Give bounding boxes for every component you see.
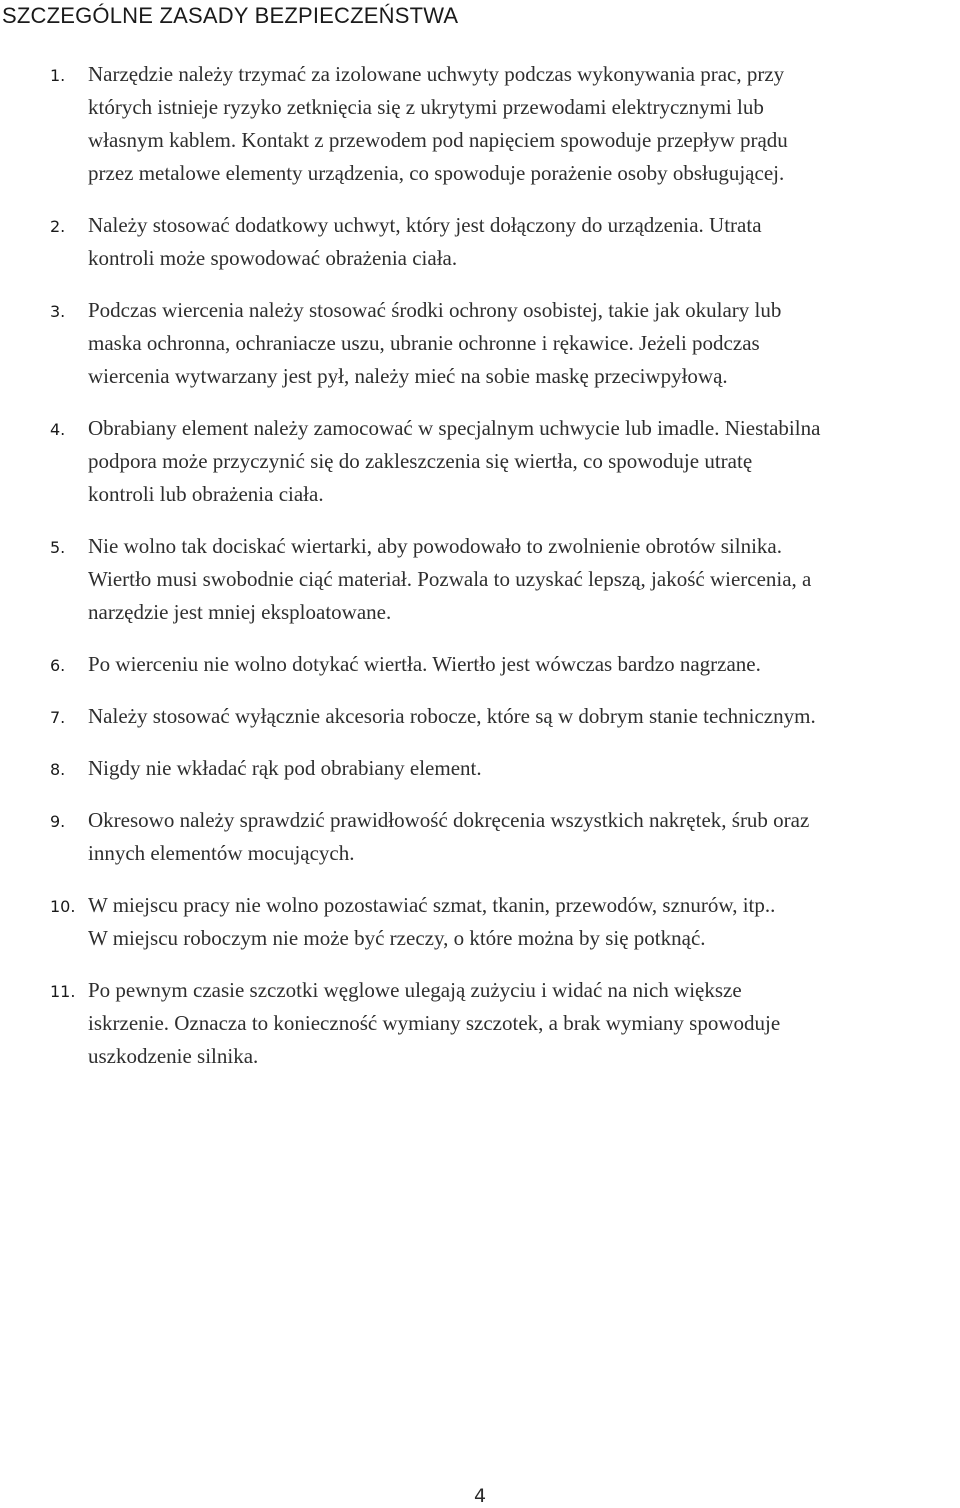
rule-number: 3. (50, 302, 66, 321)
rule-number: 11. (50, 982, 76, 1001)
rule-item-2 (0, 209, 960, 275)
rule-text: Podczas wiercenia należy stosować środki ochrony osobistej, takie jak okulary lub maska ochronna, ochraniacze uszu, ubranie ochronne i rękawice. Jeżeli podczas wiercenia wytwarzany jest pył, należy mieć na sobie maskę przeciwpyłową. (88, 298, 782, 388)
page-number: 4 (473, 1485, 487, 1507)
rule-item-10 (0, 889, 960, 955)
rule-text: Po pewnym czasie szczotki węglowe ulegają zużyciu i widać na nich większe iskrzenie. Oznacza to konieczność wymiany szczotek, a brak wymiany spowoduje uszkodzenie silnika. (88, 978, 781, 1068)
rule-item-11 (0, 974, 960, 1073)
rule-text: Obrabiany element należy zamocować w specjalnym uchwycie lub imadle. Niestabilna podpora może przyczynić się do zakleszczenia się wiertła, co spowoduje utratę kontroli lub obrażenia ciała. (88, 416, 821, 506)
rule-number: 10. (50, 897, 76, 916)
rule-text: Nie wolno tak dociskać wiertarki, aby powodowało to zwolnienie obrotów silnika. Wiertło musi swobodnie ciąć materiał. Pozwala to uzyskać lepszą, jakość wiercenia, a narzędzie jest mniej eksploatowane. (88, 534, 812, 624)
rule-item-9 (0, 804, 960, 870)
rule-number: 6. (50, 656, 66, 675)
rule-number: 9. (50, 812, 66, 831)
rule-item-6 (0, 648, 960, 681)
rule-number: 7. (50, 708, 66, 727)
rule-text: Po wierceniu nie wolno dotykać wiertła. Wiertło jest wówczas bardzo nagrzane. (88, 652, 761, 676)
safety-rules-list (0, 58, 960, 1092)
rule-text: Należy stosować dodatkowy uchwyt, który jest dołączony do urządzenia. Utrata kontroli może spowodować obrażenia ciała. (88, 213, 762, 270)
rule-item-1 (0, 58, 960, 190)
rule-number: 1. (50, 66, 66, 85)
rule-item-7 (0, 700, 960, 733)
rule-item-4 (0, 412, 960, 511)
page-title: SZCZEGÓLNE ZASADY BEZPIECZEŃSTWA (2, 3, 459, 28)
rule-text: Nigdy nie wkładać rąk pod obrabiany element. (88, 756, 482, 780)
rule-number: 4. (50, 420, 66, 439)
rule-number: 2. (50, 217, 66, 236)
rule-number: 5. (50, 538, 66, 557)
rule-text: W miejscu pracy nie wolno pozostawiać szmat, tkanin, przewodów, sznurów, itp.. W miejscu roboczym nie może być rzeczy, o które można by się potknąć. (88, 893, 776, 950)
rule-item-5 (0, 530, 960, 629)
rule-number: 8. (50, 760, 66, 779)
rule-item-8 (0, 752, 960, 785)
rule-item-3 (0, 294, 960, 393)
rule-text: Należy stosować wyłącznie akcesoria robocze, które są w dobrym stanie technicznym. (88, 704, 816, 728)
rule-text: Okresowo należy sprawdzić prawidłowość dokręcenia wszystkich nakrętek, śrub oraz innych elementów mocujących. (88, 808, 810, 865)
rule-text: Narzędzie należy trzymać za izolowane uchwyty podczas wykonywania prac, przy których istnieje ryzyko zetknięcia się z ukrytymi przewodami elektrycznymi lub własnym kablem. Kontakt z przewodem pod napięciem spowoduje przepływ prądu przez metalowe elementy urządzenia, co spowoduje porażenie osoby obsługującej. (88, 62, 788, 185)
